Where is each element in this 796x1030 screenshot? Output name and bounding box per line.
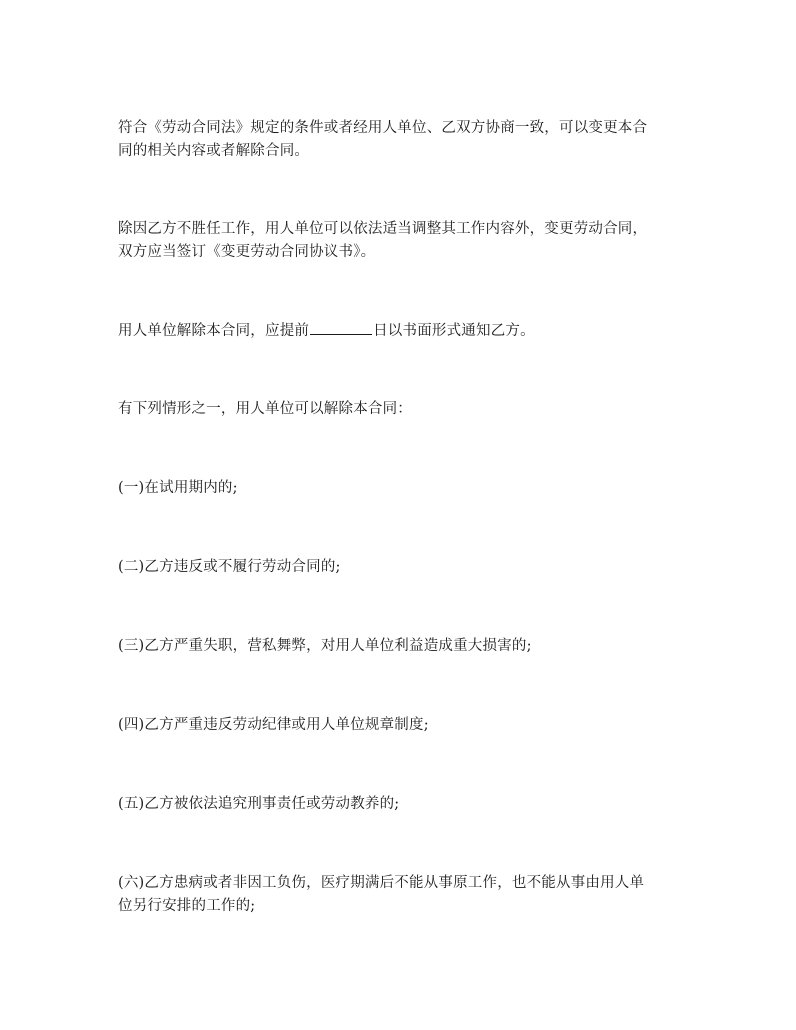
text-line: (一)在试用期内的; (118, 480, 238, 496)
list-item-2 (118, 556, 688, 579)
text-line (118, 320, 688, 343)
text-line: 符合《劳动合同法》规定的条件或者经用人单位、乙双方协商一致，可以变更本合 (118, 120, 648, 136)
notice-text-after: 日以书面形式通知乙方。 (373, 323, 535, 339)
text-line: 双方应当签订《变更劳动合同协议书》。 (118, 244, 376, 260)
text-line: (二)乙方违反或不履行劳动合同的; (118, 559, 341, 575)
list-item-6 (118, 872, 688, 918)
paragraph-job-adjustment (118, 218, 688, 264)
text-line: (六)乙方患病或者非因工负伤，医疗期满后不能从事原工作，也不能从事由用人单 (118, 875, 645, 891)
text-line: 同的相关内容或者解除合同。 (118, 143, 310, 159)
paragraph-termination-conditions (118, 398, 688, 421)
text-line: (五)乙方被依法追究刑事责任或劳动教养的; (118, 796, 400, 812)
notice-text-before: 用人单位解除本合同，应提前 (118, 323, 310, 339)
list-item-4 (118, 714, 688, 737)
list-item-1 (118, 477, 688, 500)
text-line: 除因乙方不胜任工作，用人单位可以依法适当调整其工作内容外，变更劳动合同， (118, 221, 648, 237)
text-line: (三)乙方严重失职，营私舞弊，对用人单位利益造成重大损害的; (118, 638, 532, 654)
paragraph-notice-period (118, 320, 688, 343)
text-line: (四)乙方严重违反劳动纪律或用人单位规章制度; (118, 717, 429, 733)
text-line: 位另行安排的工作的; (118, 898, 256, 914)
list-item-3 (118, 635, 688, 658)
paragraph-contract-change (118, 117, 688, 163)
notice-days-blank (310, 320, 372, 335)
text-line: 有下列情形之一，用人单位可以解除本合同： (118, 401, 412, 417)
list-item-5 (118, 793, 688, 816)
